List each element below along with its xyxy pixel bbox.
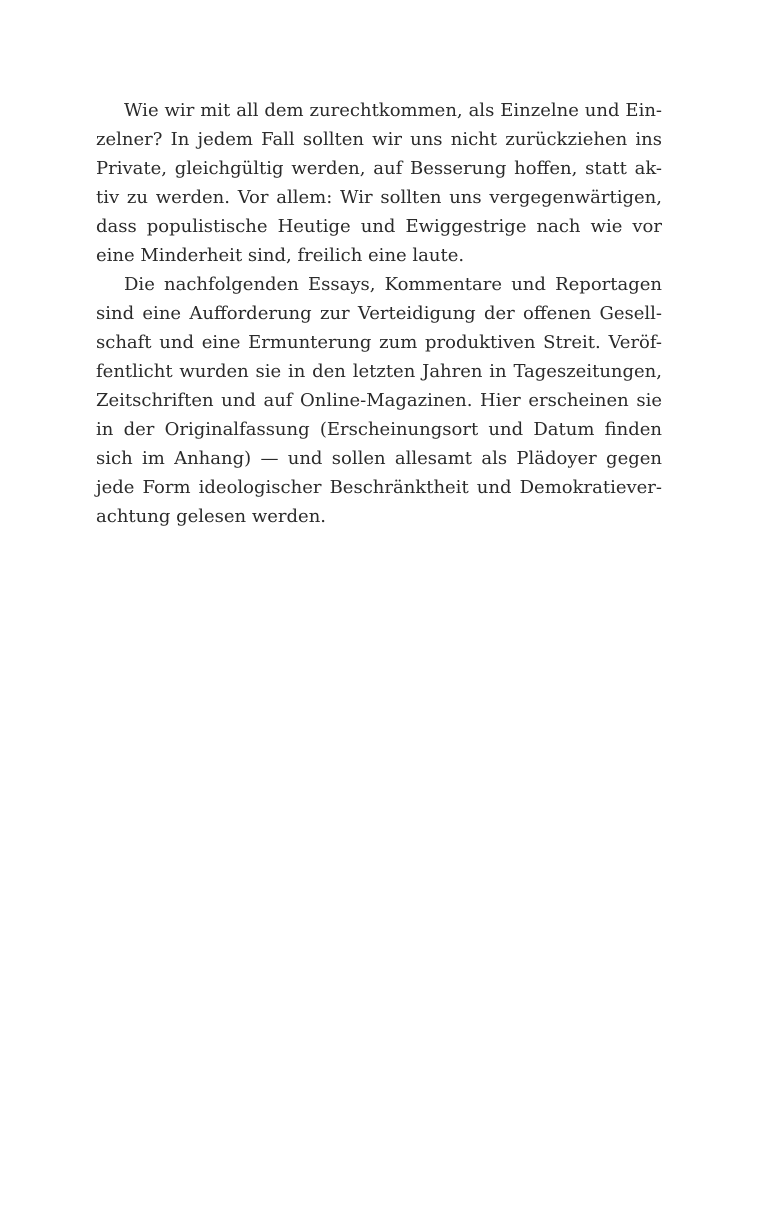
paragraph-2 xyxy=(96,270,662,531)
paragraph-1 xyxy=(96,96,662,270)
text-line: Die nachfolgenden Essays, Kommentare und Reportagen xyxy=(124,274,662,295)
text-line: schaft und eine Ermunterung zum produktiven Streit. Veröf- xyxy=(96,332,662,353)
text-line: eine Minderheit sind, freilich eine laute. xyxy=(96,245,465,266)
body-text xyxy=(96,96,662,531)
text-line: fentlicht wurden sie in den letzten Jahren in Tageszeitungen, xyxy=(96,361,662,382)
text-line: Zeitschriften und auf Online-Magazinen. Hier erscheinen sie xyxy=(96,390,662,411)
text-line: dass populistische Heutige und Ewiggestrige nach wie vor xyxy=(96,216,662,237)
text-line: jede Form ideologischer Beschränktheit und Demokratiever- xyxy=(96,477,662,498)
text-line: sind eine Aufforderung zur Verteidigung der offenen Gesell- xyxy=(96,303,662,324)
text-line: achtung gelesen werden. xyxy=(96,506,327,527)
text-line: sich im Anhang) — und sollen allesamt als Plädoyer gegen xyxy=(96,448,662,469)
text-line: Wie wir mit all dem zurechtkommen, als Einzelne und Ein- xyxy=(124,100,662,121)
text-line: in der Originalfassung (Erscheinungsort und Datum finden xyxy=(96,419,662,440)
text-line: zelner? In jedem Fall sollten wir uns nicht zurückziehen ins xyxy=(96,129,662,150)
text-line: Private, gleichgültig werden, auf Besserung hoffen, statt ak- xyxy=(96,158,662,179)
text-line: tiv zu werden. Vor allem: Wir sollten uns vergegenwärtigen, xyxy=(96,187,662,208)
